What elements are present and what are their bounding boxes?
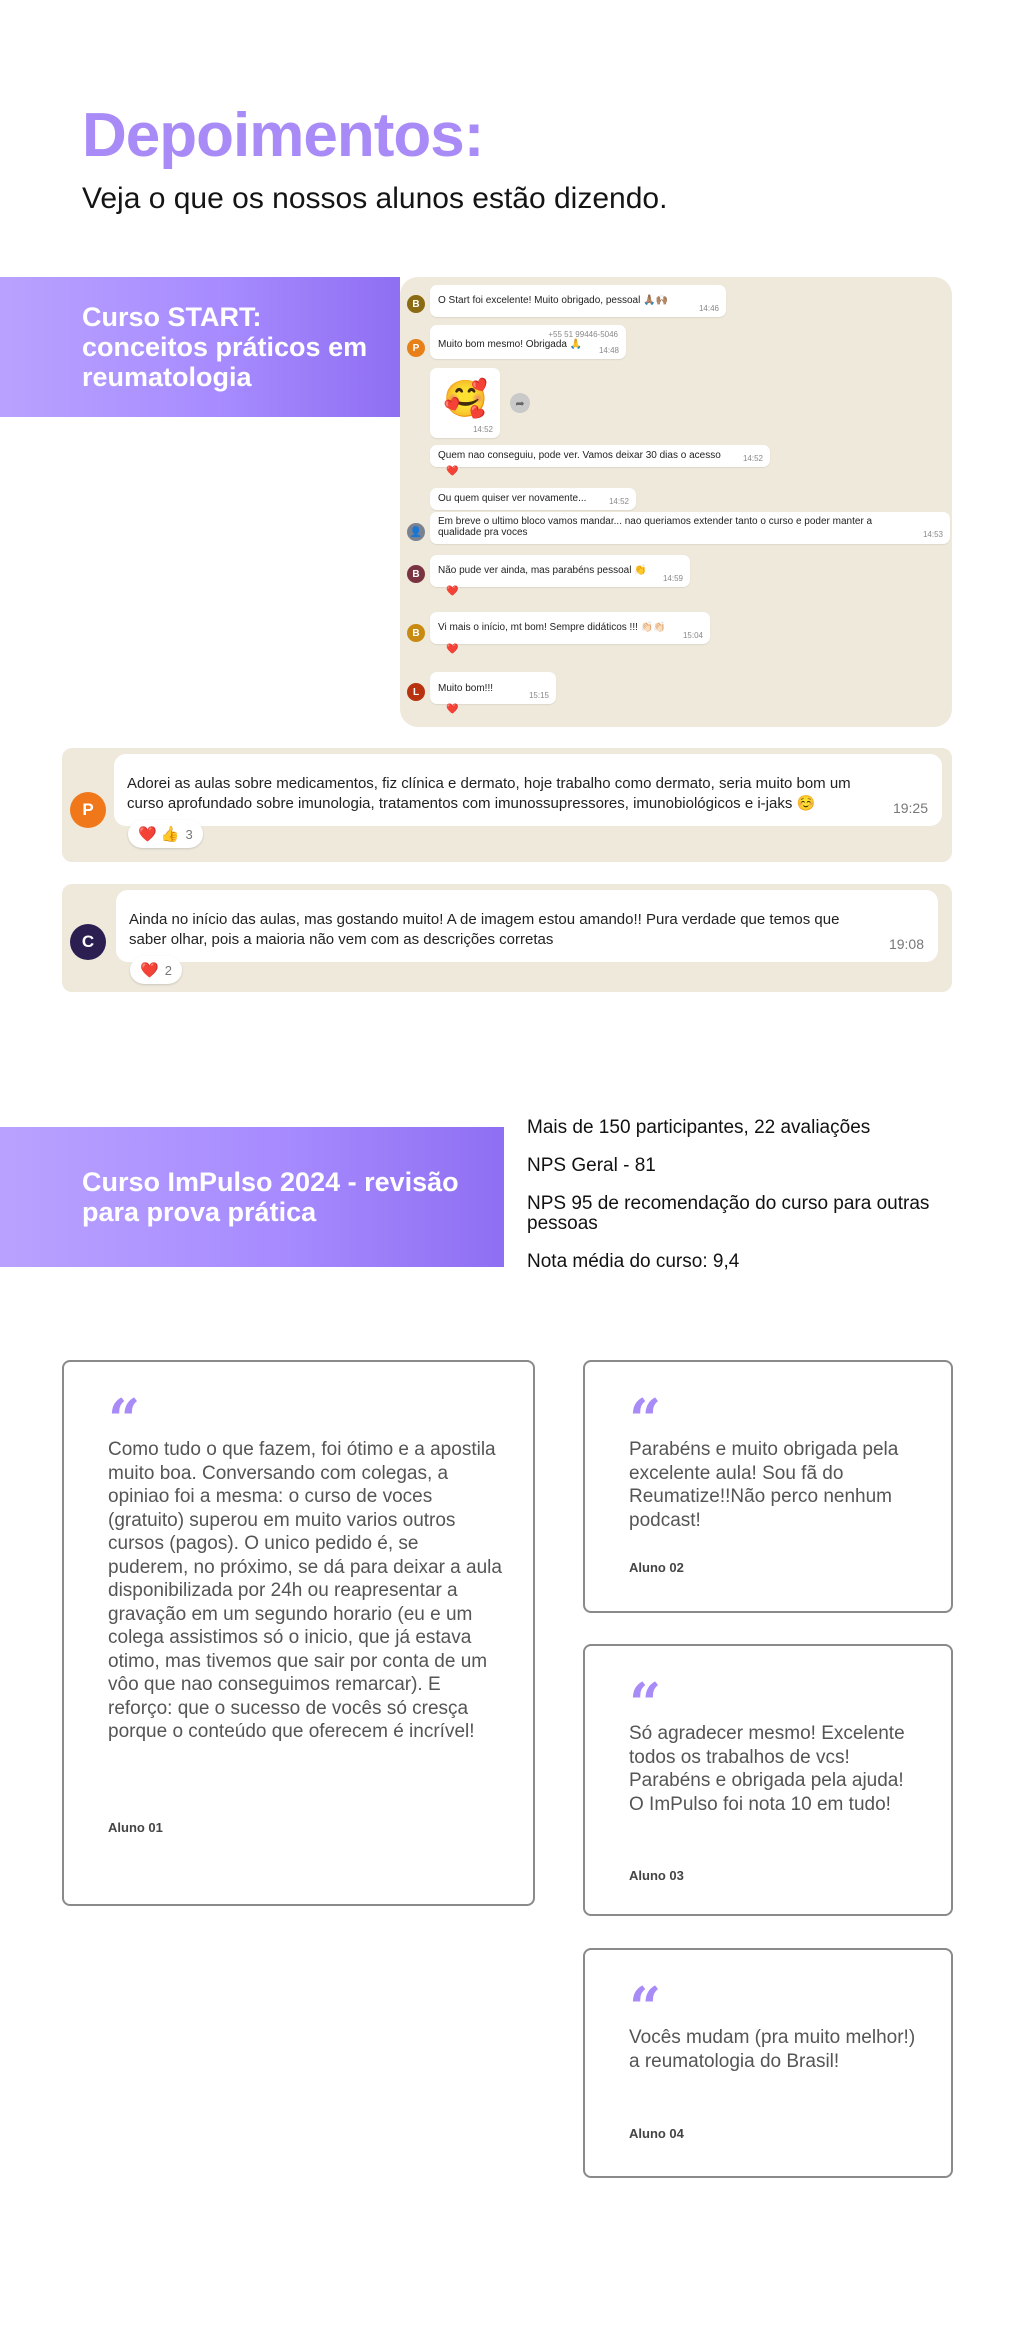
review-bubble [116, 890, 938, 962]
chat-message [430, 672, 556, 704]
chat-message-time: 14:53 [922, 530, 943, 539]
forward-icon[interactable]: ➦ [510, 393, 530, 413]
page-subtitle: Veja o que os nossos alunos estão dizendo. [82, 182, 668, 215]
testimonial-card [583, 1948, 953, 2178]
chat-phone: +55 51 99446-5046 [548, 330, 618, 339]
review-card [62, 748, 952, 862]
chat-message [430, 512, 950, 544]
chat-message-text: Muito bom mesmo! Obrigada 🙏 [438, 339, 583, 350]
sticker-emoji: 🥰 [443, 378, 488, 419]
chat-avatar-photo: 👤 [407, 523, 425, 541]
chat-message [430, 555, 690, 587]
page-title: Depoimentos: [82, 101, 484, 170]
reaction-count: 2 [164, 962, 172, 978]
group-chat-screenshot [400, 277, 952, 727]
review-reactions[interactable] [130, 956, 182, 984]
quote-icon: “ [629, 1387, 658, 1453]
chat-message [430, 325, 626, 359]
chat-avatar: L [407, 683, 425, 701]
chat-message-time: 14:52 [742, 454, 763, 463]
chat-message-time: 14:46 [698, 304, 719, 313]
stat-nps-geral: NPS Geral - 81 [527, 1155, 656, 1176]
heart-reaction-icon: ❤️ [446, 704, 459, 715]
review-time: 19:08 [888, 936, 924, 952]
testimonial-author: Aluno 03 [629, 1868, 684, 1883]
stat-participants: Mais de 150 participantes, 22 avaliações [527, 1117, 871, 1138]
course-impulso-title: Curso ImPulso 2024 - revisão para prova prática [82, 1167, 459, 1227]
chat-message-time: 14:59 [662, 574, 683, 583]
review-card [62, 884, 952, 992]
chat-avatar: B [407, 295, 425, 313]
heart-reaction-icon: ❤️ [446, 644, 459, 655]
heart-reaction-icon: ❤️ [446, 466, 459, 477]
testimonial-author: Aluno 02 [629, 1560, 684, 1575]
chat-message-text: Ou quem quiser ver novamente... [438, 493, 587, 504]
course-impulso-banner [0, 1127, 504, 1267]
chat-avatar: B [407, 624, 425, 642]
reaction-icons: ❤️ [140, 962, 159, 979]
course-start-title: Curso START: conceitos práticos em reumatologia [82, 302, 368, 392]
heart-reaction-icon: ❤️ [446, 586, 459, 597]
chat-message-text: Em breve o ultimo bloco vamos mandar... nao queriamos extender tanto o curso e poder manter a qualidade pra voces [438, 516, 873, 538]
chat-message-time: 14:52 [608, 497, 629, 506]
chat-message [430, 445, 770, 467]
chat-message [430, 285, 726, 317]
chat-avatar: P [407, 339, 425, 357]
chat-message [430, 488, 636, 510]
chat-message-time: 15:04 [682, 631, 703, 640]
chat-message [430, 612, 710, 644]
stat-average-grade: Nota média do curso: 9,4 [527, 1251, 740, 1272]
quote-icon: “ [629, 1671, 658, 1737]
chat-message-text: Muito bom!!! [438, 683, 494, 694]
chat-message-text: O Start foi excelente! Muito obrigado, pessoal 🙏🏽🙌🏽 [438, 295, 669, 306]
review-text: Adorei as aulas sobre medicamentos, fiz clínica e dermato, hoje trabalho como dermato, seria muito bom um curso aprofundado sobre imunologia, tratamentos com imunossupressores, imunobiológicos e i-jaks ☺️ [127, 775, 851, 812]
testimonial-author: Aluno 04 [629, 2126, 684, 2141]
review-avatar: P [70, 792, 106, 828]
review-reactions[interactable] [128, 820, 203, 848]
review-time: 19:25 [892, 800, 928, 816]
review-text: Ainda no início das aulas, mas gostando muito! A de imagem estou amando!! Pura verdade que temos que saber olhar, pois a maioria não vem com as descrições corretas [129, 911, 840, 948]
review-bubble [114, 754, 942, 826]
chat-sticker-message [430, 368, 500, 438]
reaction-icons: ❤️ 👍 [138, 826, 180, 843]
testimonial-author: Aluno 01 [108, 1820, 163, 1835]
quote-icon: “ [108, 1387, 137, 1453]
quote-icon: “ [629, 1975, 658, 2041]
testimonial-text: Vocês mudam (pra muito melhor!) a reumatologia do Brasil! [629, 2027, 916, 2072]
testimonial-text: Só agradecer mesmo! Excelente todos os trabalhos de vcs! Parabéns e obrigada pela ajuda! O ImPulso foi nota 10 em tudo! [629, 1723, 905, 1815]
testimonial-card [583, 1360, 953, 1613]
testimonial-text: Como tudo o que fazem, foi ótimo e a apostila muito boa. Conversando com colegas, a opiniao foi a mesma: o curso de voces (gratuito) superou em muito varios outros cursos (pagos). O unico pedido é, se puderem, no próximo, se dá para deixar a aula disponibilizada por 24h ou reapresentar a gravação em um segundo horario (eu e um colega assistimos só o inicio, que já estava otimo, mas tivemos que sair por conta de um vôo que nao conseguimos remarcar). E reforço: que o sucesso de vocês só cresça porque o conteúdo que oferecem é incrível! [108, 1439, 502, 1742]
chat-message-time: 14:52 [472, 425, 493, 434]
chat-avatar: B [407, 565, 425, 583]
course-start-banner [0, 277, 400, 417]
testimonial-text: Parabéns e muito obrigada pela excelente aula! Sou fã do Reumatize!!Não perco nenhum podcast! [629, 1439, 899, 1531]
testimonial-card [62, 1360, 535, 1906]
testimonial-card [583, 1644, 953, 1916]
chat-message-time: 15:15 [528, 691, 549, 700]
chat-message-time: 14:48 [598, 346, 619, 355]
review-avatar: C [70, 924, 106, 960]
chat-message-text: Vi mais o início, mt bom! Sempre didáticos !!! 👏🏻👏🏻 [438, 622, 666, 633]
chat-message-text: Quem nao conseguiu, pode ver. Vamos deixar 30 dias o acesso [438, 450, 721, 461]
stat-nps-recommendation: NPS 95 de recomendação do curso para outras pessoas [527, 1193, 930, 1234]
chat-message-text: Não pude ver ainda, mas parabéns pessoal 👏 [438, 565, 647, 576]
reaction-count: 3 [185, 826, 193, 842]
